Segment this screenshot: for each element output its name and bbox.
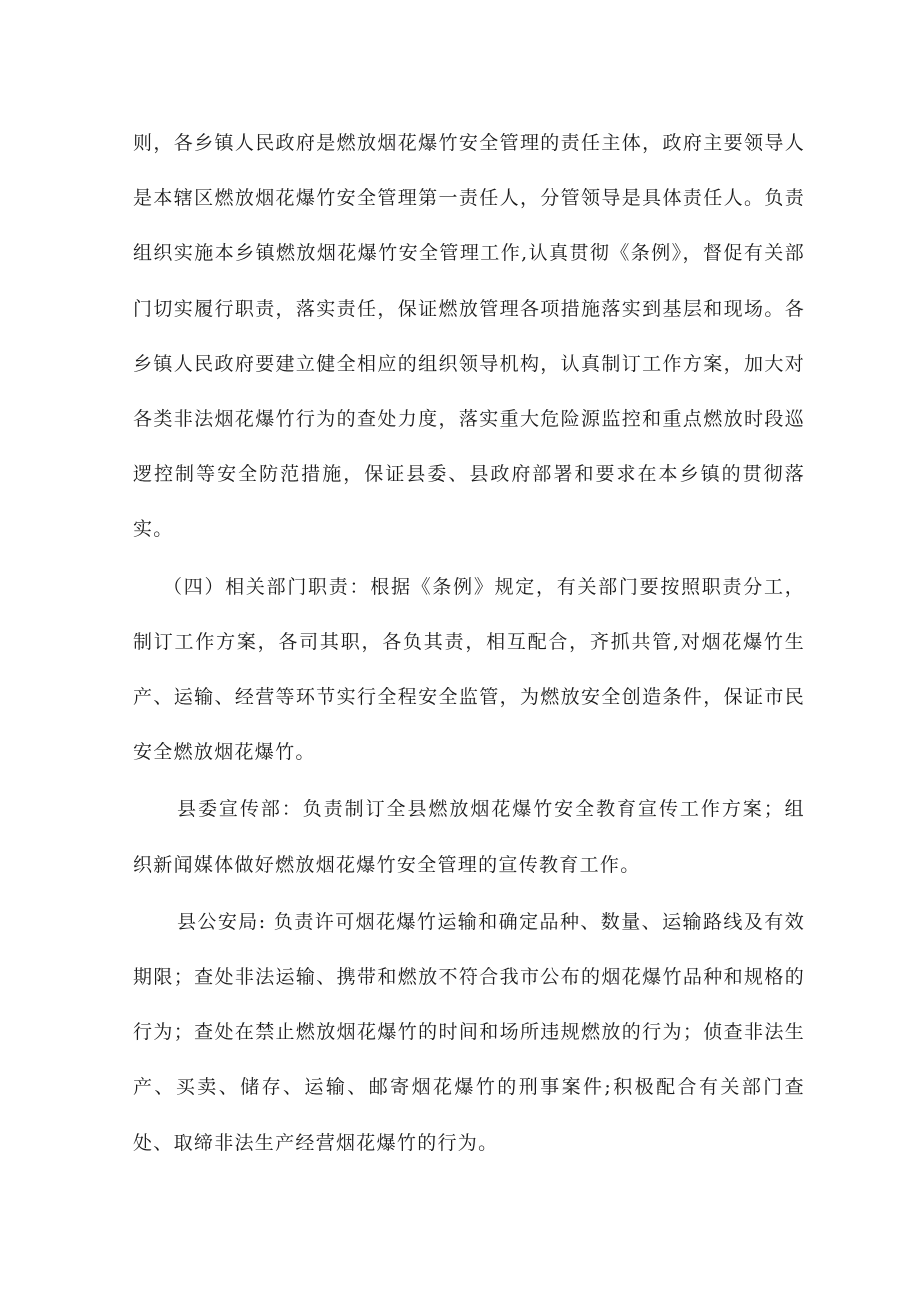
paragraph-public-security-bureau: 县公安局: 负责许可烟花爆竹运输和确定品种、数量、运输路线及有效期限；查处非法运输、携带和燃放不符合我市公布的烟花爆竹品种和规格的行为；查处在禁止燃放烟花爆竹的时间和场所违规燃放的行为；侦查非法生产、买卖、储存、运输、邮寄烟花爆竹的刑事案件;积极配合有关部门查处、取缔非法生产经营烟花爆竹的行为。 [133,910,805,1154]
document-body [133,116,805,1171]
paragraph-publicity-department: 县委宣传部：负责制订全县燃放烟花爆竹安全教育宣传工作方案；组织新闻媒体做好燃放烟花爆竹安全管理的宣传教育工作。 [133,798,805,876]
paragraph-township-responsibility: 则，各乡镇人民政府是燃放烟花爆竹安全管理的责任主体，政府主要领导人是本辖区燃放烟花爆竹安全管理第一责任人，分管领导是具体责任人。负责组织实施本乡镇燃放烟花爆竹安全管理工作,认真贯彻《条例》，督促有关部门切实履行职责，落实责任，保证燃放管理各项措施落实到基层和现场。各乡镇人民政府要建立健全相应的组织领导机构，认真制订工作方案，加大对各类非法烟花爆竹行为的查处力度，落实重大危险源监控和重点燃放时段巡逻控制等安全防范措施，保证县委、县政府部署和要求在本乡镇的贯彻落实。 [133,132,805,541]
paragraph-department-duties: （四）相关部门职责：根据《条例》规定，有关部门要按照职责分工，制订工作方案，各司其职，各负其责，相互配合，齐抓共管,对烟花爆竹生产、运输、经营等环节实行全程安全监管，为燃放安全创造条件，保证市民安全燃放烟花爆竹。 [133,575,805,764]
